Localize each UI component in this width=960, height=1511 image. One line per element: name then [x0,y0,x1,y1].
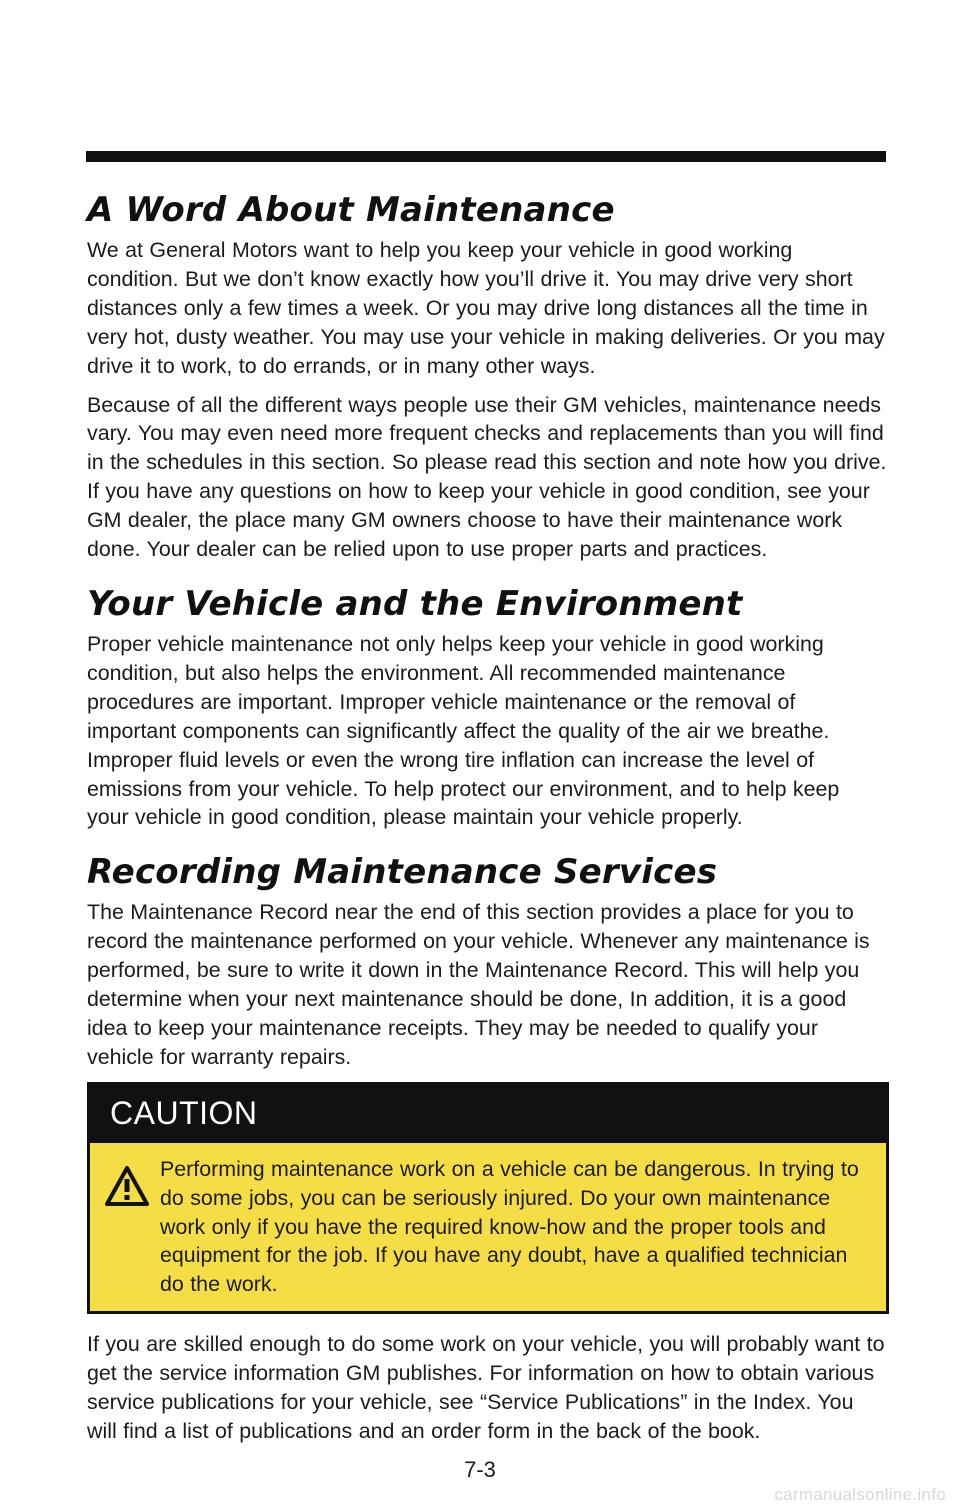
warning-triangle-icon [104,1165,150,1207]
section-environment [87,582,887,832]
caution-body [90,1143,886,1312]
caution-text: Performing maintenance work on a vehicle can be dangerous. In trying to do some jobs, you can be seriously injured. Do your own maintenance work only if you have the required know-how and the proper tools and equipment for the job. If you have any doubt, have a qualified technician do the work. [160,1156,859,1297]
body-paragraph: Proper vehicle maintenance not only helps keep your vehicle in good working condition, but also helps the environment. All recommended maintenance procedures are important. Improper vehicle maintenance or the removal of important components can significantly affect the quality of the air we breathe. Improper fluid levels or even the wrong tire inflation can increase the level of emissions from your vehicle. To help protect our environment, and to help keep your vehicle in good condition, please maintain your vehicle properly. [87,631,840,830]
body-paragraph: The Maintenance Record near the end of this section provides a place for you to record the maintenance performed on your vehicle. Whenever any maintenance is performed, be sure to write it down in the Maintenance Record. This will help you determine when your next maintenance should be done, In addition, it is a good idea to keep your maintenance receipts. They may be needed to qualify your vehicle for warranty repairs. [87,900,870,1069]
caution-box [87,1082,889,1315]
caution-title: CAUTION [90,1085,886,1143]
watermark: carmanualsonline.info [774,1485,946,1504]
section-heading: Recording Maintenance Services [87,852,718,893]
section-maintenance-intro [87,188,887,564]
section-recording [87,850,887,1071]
page-content [87,188,887,1456]
section-heading: A Word About Maintenance [87,190,615,230]
page-number: 7-3 [464,1457,496,1482]
body-paragraph: We at General Motors want to help you keep your vehicle in good working condition. But we don’t know exactly how you’ll drive it. You may drive very short distances only a few times a week. Or you may drive long distances all the time in very hot, dusty weather. You may use your vehicle in making deliveries. Or you may drive it to work, to do errands, or in many other ways. [87,238,885,378]
section-heading: Your Vehicle and the Environment [87,583,743,624]
top-rule [86,151,886,162]
body-paragraph: Because of all the different ways people use their GM vehicles, maintenance needs vary. You may even need more frequent checks and replacements than you will find in the schedules in this section. So please read this section and note how you drive. If you have any questions on how to keep your vehicle in good condition, see your GM dealer, the place many GM owners choose to have their maintenance work done. Your dealer can be relied upon to use proper parts and practices. [87,392,887,562]
closing-paragraph: If you are skilled enough to do some work on your vehicle, you will probably want to get the service information GM publishes. For information on how to obtain various service publications for your vehicle, see “Service Publications” in the Index. You will find a list of publications and an order form in the back of the book. [87,1332,885,1443]
